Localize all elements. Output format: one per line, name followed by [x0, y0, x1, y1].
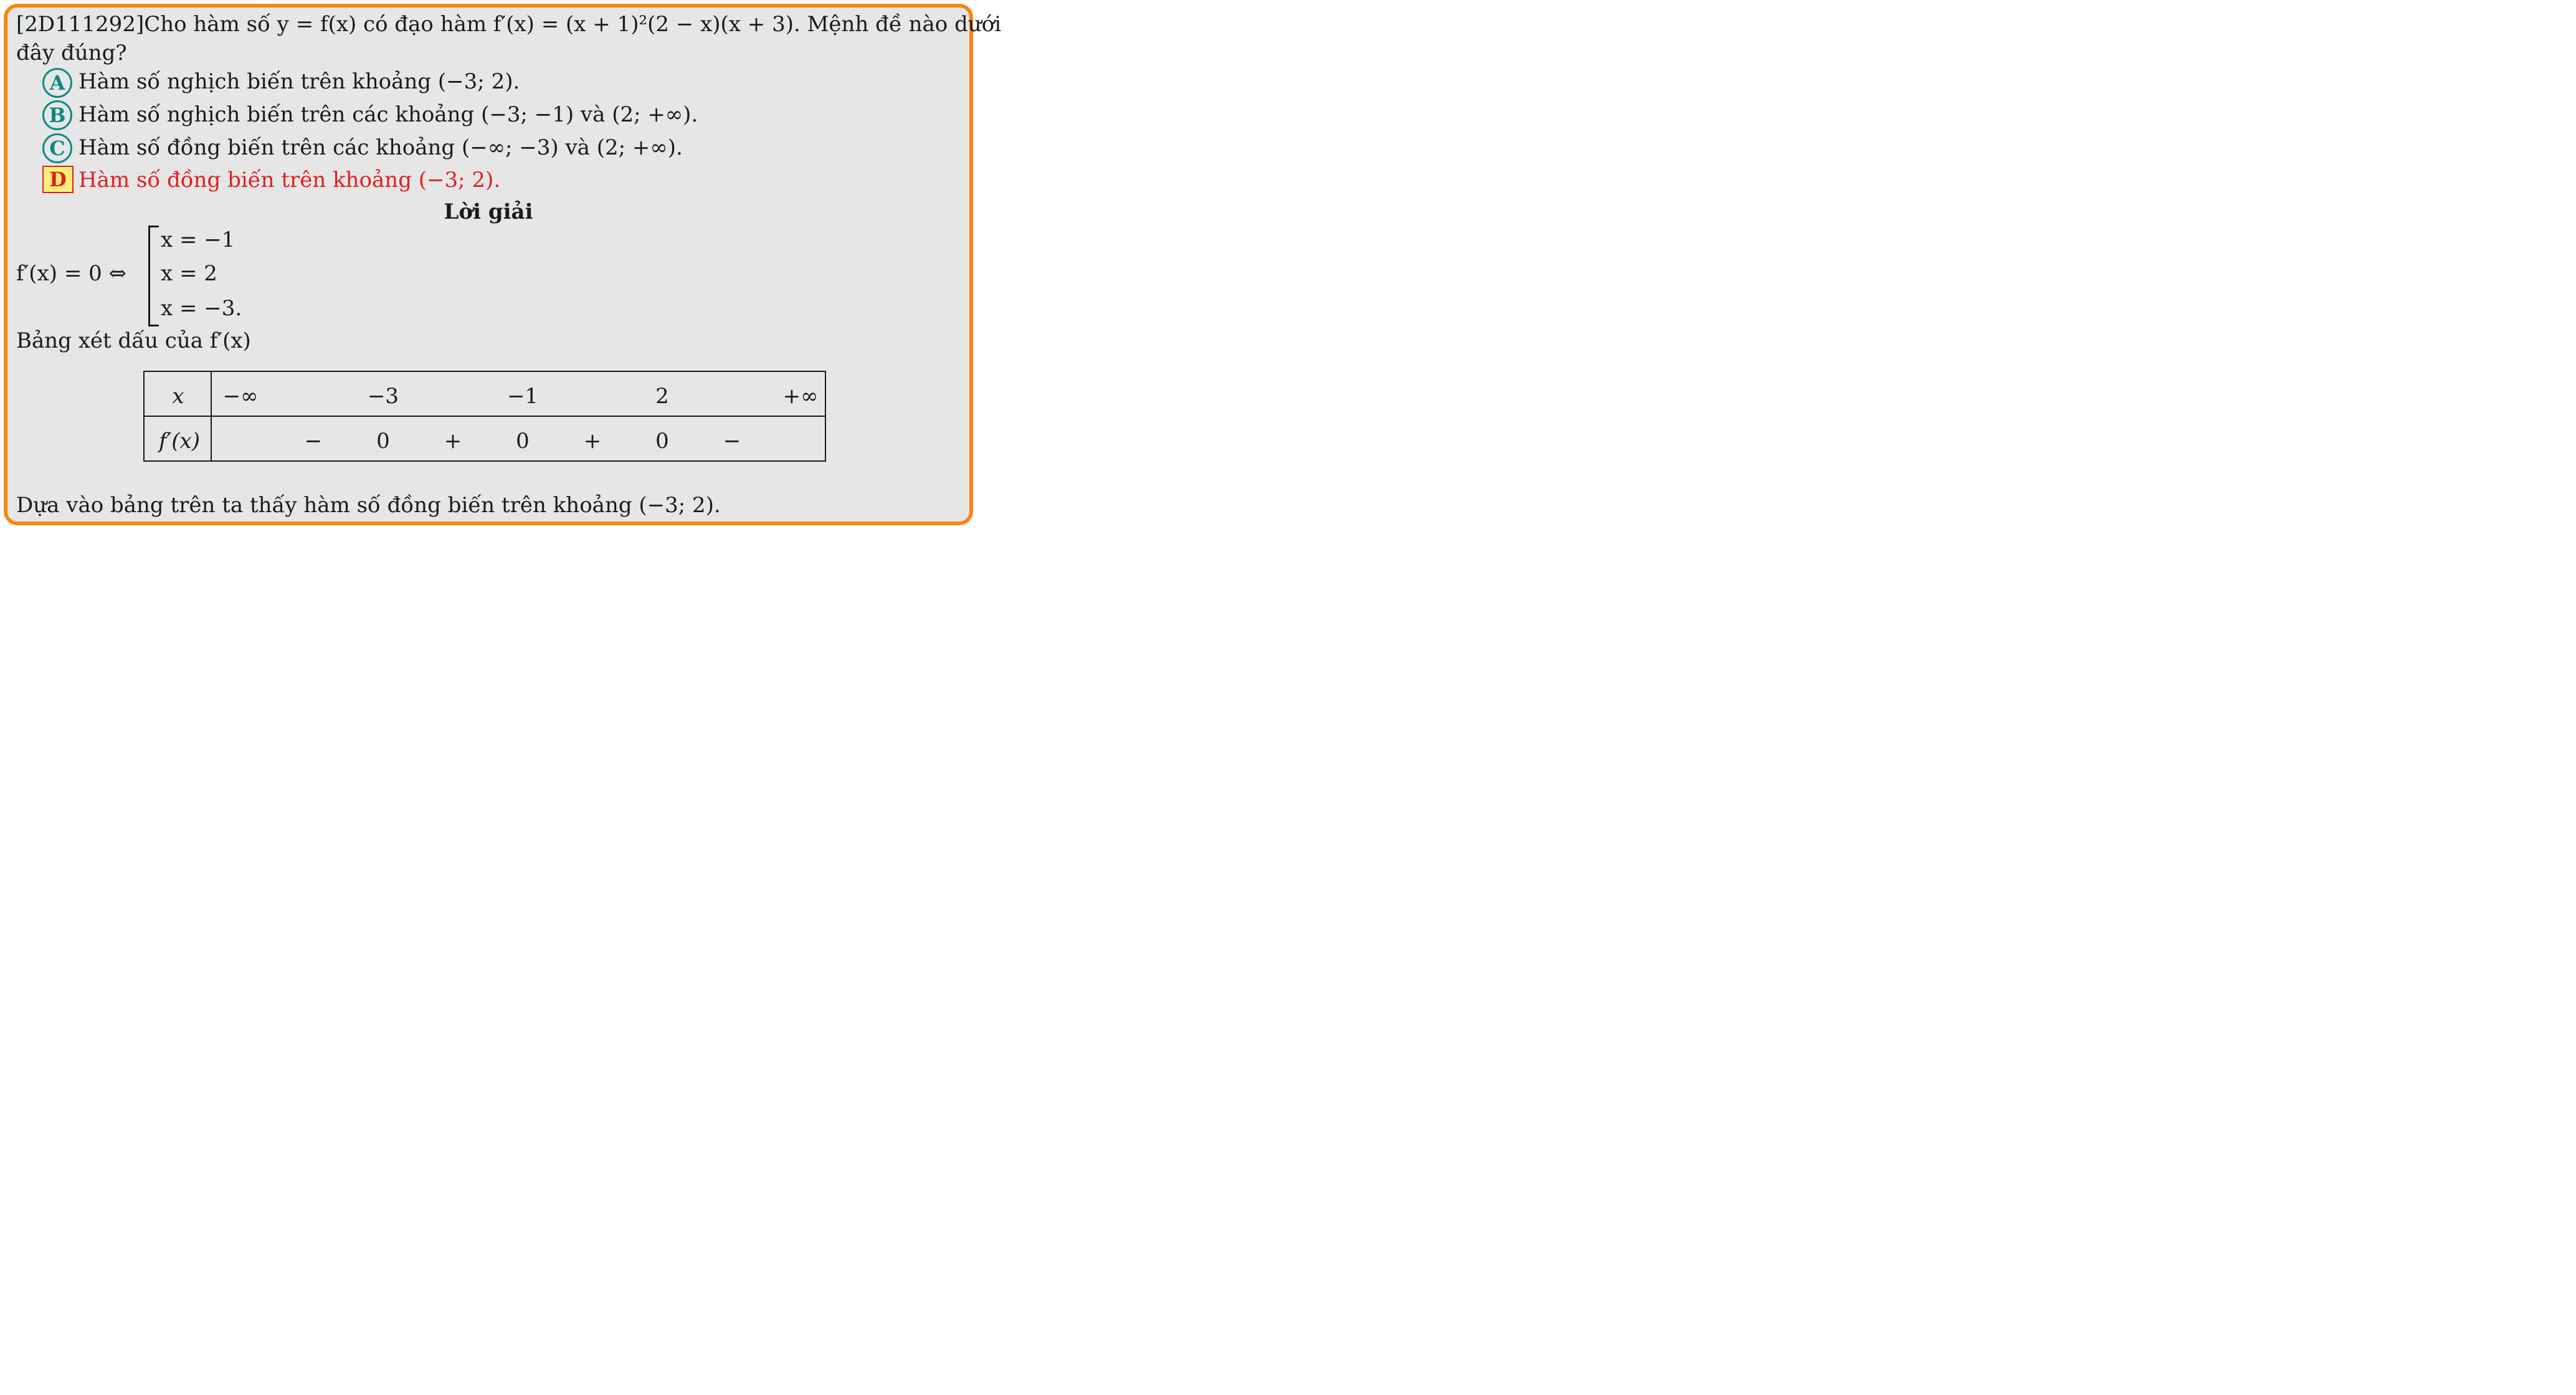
x-value: +∞ [782, 384, 819, 409]
option-c-text[interactable]: Hàm số đồng biến trên các khoảng (−∞; −3) và (2; +∞). [78, 135, 683, 160]
x-value: −1 [506, 384, 539, 409]
sign-value: 0 [655, 429, 669, 454]
option-b-text[interactable]: Hàm số nghịch biến trên các khoảng (−3; −1) và (2; +∞). [78, 102, 698, 127]
sign-value: + [444, 429, 462, 454]
root-1: x = −1 [161, 227, 235, 252]
sign-table-caption: Bảng xét dấu của f′(x) [16, 328, 251, 353]
option-b-badge[interactable]: B [42, 100, 72, 130]
equation-lhs: f′(x) = 0 ⇔ [16, 261, 127, 286]
sign-value: − [304, 429, 323, 454]
question-line-1: [2D111292]Cho hàm số y = f(x) có đạo hàm f′(x) = (x + 1)²(2 − x)(x + 3). Mệnh đề nào dưới [16, 12, 1002, 37]
table-divider-horizontal [145, 416, 825, 417]
option-a-badge[interactable]: A [42, 68, 72, 98]
system-bracket [148, 226, 159, 326]
sign-value: − [723, 429, 741, 454]
option-c-badge[interactable]: C [42, 133, 72, 163]
sign-value: + [583, 429, 602, 454]
sign-table [143, 371, 826, 462]
x-value: −∞ [222, 384, 259, 409]
root-2: x = 2 [161, 261, 217, 286]
x-value: 2 [655, 384, 669, 409]
solution-heading: Lời giải [444, 199, 533, 224]
x-value: −3 [367, 384, 399, 409]
table-row-label-x: x [172, 384, 184, 409]
table-row-label-fprime: f′(x) [158, 429, 201, 454]
question-line-2: đây đúng? [16, 40, 127, 65]
conclusion: Dựa vào bảng trên ta thấy hàm số đồng biến trên khoảng (−3; 2). [16, 493, 721, 518]
option-d-badge-correct[interactable]: D [42, 166, 74, 193]
sign-value: 0 [376, 429, 390, 454]
root-3: x = −3. [161, 296, 242, 321]
option-a-text[interactable]: Hàm số nghịch biến trên khoảng (−3; 2). [78, 69, 520, 94]
option-d-text-correct[interactable]: Hàm số đồng biến trên khoảng (−3; 2). [78, 168, 501, 193]
sign-value: 0 [516, 429, 530, 454]
